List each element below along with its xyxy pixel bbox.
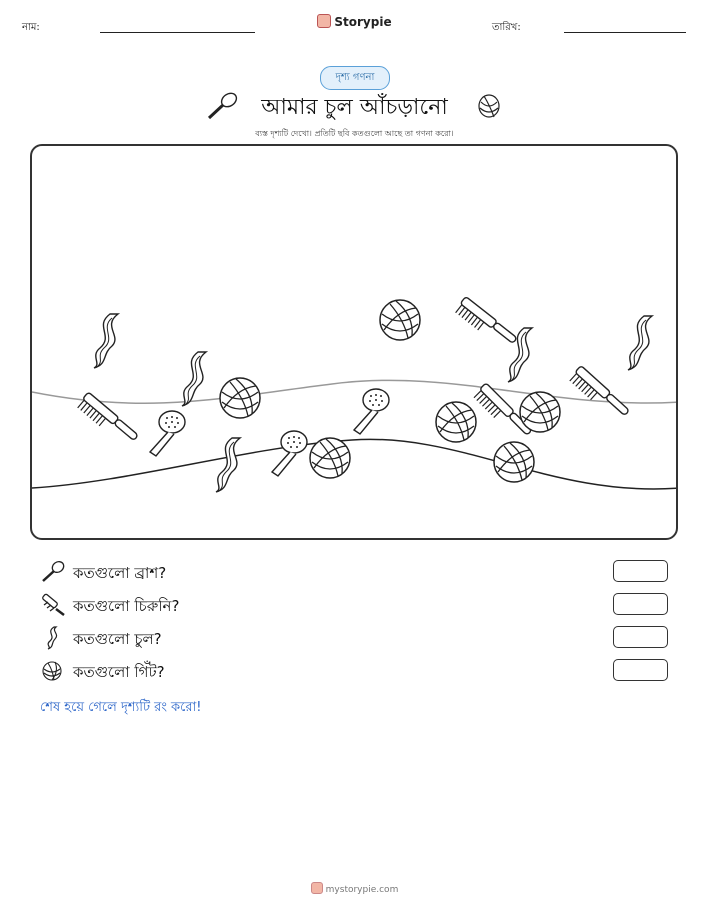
storypie-logo-icon [311,882,323,894]
question-text: কতগুলো চুল? [73,630,162,648]
answer-box-brush[interactable] [613,560,668,582]
scene-comb [568,366,630,424]
name-label: নাম: [22,22,40,33]
answer-box-comb[interactable] [613,593,668,615]
hair-lock-icon [40,626,66,650]
coloring-instruction: শেষ হয়ে গেলে দৃশ্যটি রং করো! [40,700,202,715]
scene-hair-knot [310,438,350,478]
scene-hair-knot [380,300,420,340]
name-line[interactable] [100,32,255,33]
brand-name: Storypie [334,15,392,29]
scene-hair-knot [520,392,560,432]
brush-icon [40,560,66,584]
instructions: ব্যস্ত দৃশ্যটি দেখো। প্রতিটি ছবি কতগুলো আছে তা গণনা করো। [255,129,454,138]
scene-hair-lock [94,314,118,368]
scene-hair-lock [182,352,206,406]
answer-box-hair-knot[interactable] [613,659,668,681]
scene-comb [454,297,518,353]
title-hair-knot-icon [474,90,504,122]
question-text: কতগুলো গিঁট? [73,663,165,681]
page-title: আমার চুল আঁচড়ানো [261,95,448,120]
date-line[interactable] [564,32,686,33]
scene-comb [76,392,139,449]
question-text: কতগুলো ব্রাশ? [73,564,167,582]
scene-hair-lock [628,316,652,370]
scene-hair-knot [220,378,260,418]
scene-hair-knot [436,402,476,442]
scene-brush [150,411,185,456]
scene-hair-knot [494,442,534,482]
date-label: তারিখ: [492,22,521,33]
scene-brush [354,389,389,434]
footer-url[interactable]: mystorypie.com [325,885,399,895]
scene-drawing [32,146,678,540]
answer-box-hair-lock[interactable] [613,626,668,648]
brand-logo [0,14,709,29]
footer [0,882,709,895]
counting-scene [30,144,678,540]
comb-icon [40,593,66,617]
storypie-logo-icon [317,14,331,28]
hair-knot-icon [40,659,66,683]
scene-hair-lock [216,438,240,492]
question-text: কতগুলো চিরুনি? [73,597,180,615]
category-badge: দৃশ্য গণনা [320,66,390,90]
scene-brush [272,431,307,476]
